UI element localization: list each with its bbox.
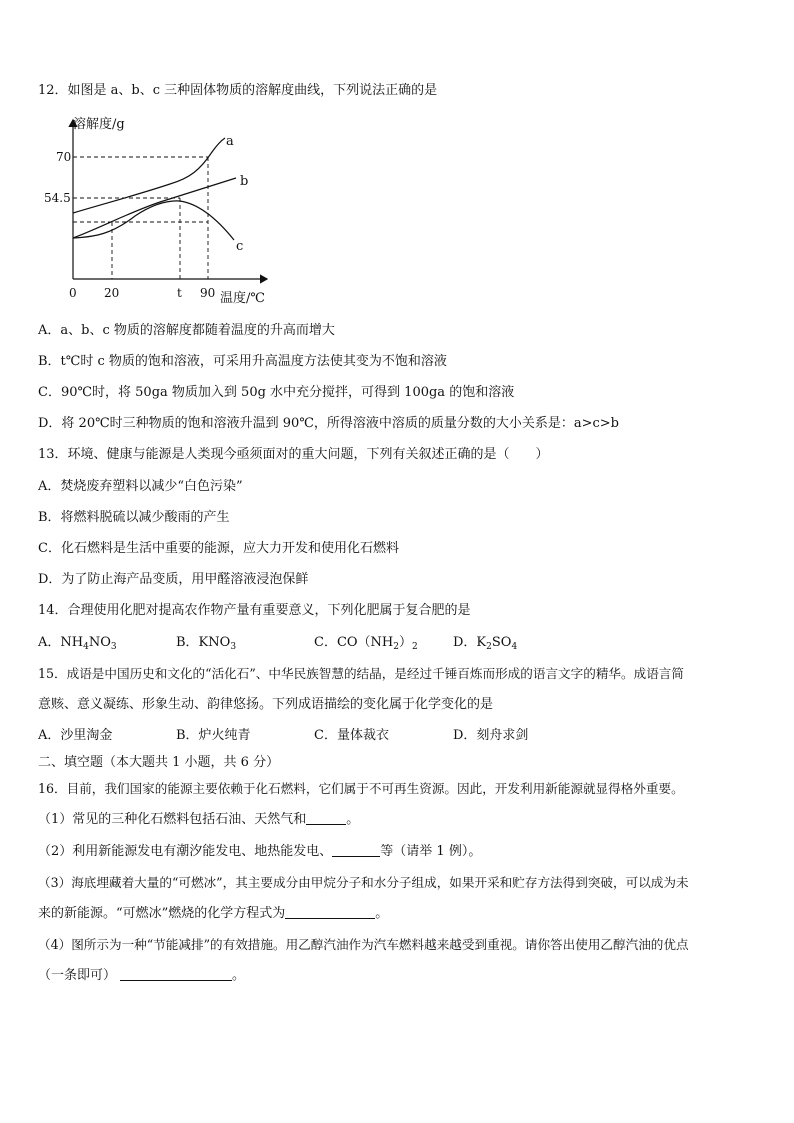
q16-part4-line2: （一条即可） 。 [38, 968, 246, 983]
solubility-chart [40, 112, 300, 312]
origin-label: 0 [69, 286, 77, 300]
q16-part4-text: （一条即可） [38, 968, 117, 983]
q16-part1: （1）常见的三种化石燃料包括石油、天然气和 。 [38, 812, 360, 827]
q16-part3-line1: （3）海底埋藏着大量的“可燃冰”，其主要成分由甲烷分子和水分子组成，如果开采和贮存方法得到突破，可以成为未 [38, 875, 689, 890]
q16-part2: （2）利用新能源发电有潮汐能发电、地热能发电、 等（请举 1 例）。 [38, 844, 482, 859]
q12-option-d: D．将 20℃时三种物质的饱和溶液升温到 90℃，所得溶液中溶质的质量分数的大小关系是：a>c>b [38, 416, 619, 431]
q16-part2-text: （2）利用新能源发电有潮汐能发电、地热能发电、 [38, 844, 333, 859]
y-axis-label: 溶解度/g [73, 117, 125, 132]
q15-option-b: B．炉火纯青 [176, 728, 251, 743]
series-label-b: b [240, 174, 249, 189]
q13-option-a: A．焚烧废弃塑料以减少“白色污染” [38, 479, 243, 494]
q15-stem-line2: 意赅、意义凝练、形象生动、韵律悠扬。下列成语描绘的变化属于化学变化的是 [38, 697, 494, 712]
q14-stem: 14．合理使用化肥对提高农作物产量有重要意义，下列化肥属于复合肥的是 [38, 603, 471, 618]
q15-option-a: A．沙里淘金 [38, 728, 113, 743]
q15-stem-line1: 15．成语是中国历史和文化的“活化石”、中华民族智慧的结晶，是经过千锤百炼而形成的语言文字的精华。成语言简 [38, 666, 684, 681]
y-tick-54-5: 54.5 [44, 191, 71, 205]
x-tick-t: t [177, 286, 182, 300]
q14-option-d: D．$K_2SO_4$ [453, 635, 518, 652]
q12-option-b: B．t℃时 c 物质的饱和溶液，可采用升高温度方法使其变为不饱和溶液 [38, 354, 447, 369]
series-label-a: a [226, 134, 234, 149]
curve-b [73, 178, 236, 238]
q13-option-b: B．将燃料脱硫以减少酸雨的产生 [38, 510, 230, 525]
answer-blank-3[interactable] [285, 905, 375, 919]
answer-blank-2[interactable] [332, 843, 380, 857]
q16-stem: 16．目前，我们国家的能源主要依赖于化石燃料，它们属于不可再生资源。因此，开发利用新能源就显得格外重要。 [38, 781, 684, 796]
q16-part3-text: 来的新能源。“可燃冰”燃烧的化学方程式为 [38, 906, 286, 921]
q12-option-c: C．90℃时，将 50ga 物质加入到 50g 水中充分搅拌，可得到 100ga 的饱和溶液 [38, 385, 515, 400]
x-tick-90: 90 [200, 286, 216, 300]
answer-blank-1[interactable] [306, 811, 346, 825]
curve-c [73, 201, 234, 240]
answer-blank-4[interactable] [120, 967, 232, 981]
section-title: 二、填空题（本大题共 1 小题，共 6 分） [38, 755, 280, 770]
y-tick-70: 70 [56, 150, 72, 164]
q12-stem: 12．如图是 a、b、c 三种固体物质的溶解度曲线，下列说法正确的是 [38, 83, 438, 98]
q13-option-c: C．化石燃料是生活中重要的能源，应大力开发和使用化石燃料 [38, 541, 399, 556]
q15-option-d: D．刻舟求剑 [453, 728, 529, 743]
q14-option-b: B．$KNO_3$ [176, 635, 237, 652]
curve-a [73, 138, 225, 213]
q16-part3-line2: 来的新能源。“可燃冰”燃烧的化学方程式为 。 [38, 906, 389, 921]
q12-option-a: A．a、b、c 物质的溶解度都随着温度的升高而增大 [38, 323, 335, 338]
q14-option-a: A．$NH_4NO_3$ [38, 635, 117, 652]
series-label-c: c [236, 239, 244, 254]
x-tick-20: 20 [104, 286, 120, 300]
q15-option-c: C．量体裁衣 [314, 728, 389, 743]
q13-stem: 13．环境、健康与能源是人类现今亟须面对的重大问题，下列有关叙述正确的是（ ） [38, 447, 549, 462]
q13-option-d: D．为了防止海产品变质，用甲醛溶液浸泡保鲜 [38, 572, 309, 587]
q16-part1-text: （1）常见的三种化石燃料包括石油、天然气和 [38, 812, 307, 827]
q16-part4-line1: （4）图所示为一种“节能减排”的有效措施。用乙醇汽油作为汽车燃料越来越受到重视。请你答出使用乙醇汽油的优点 [38, 937, 689, 952]
x-axis-label: 温度/℃ [220, 291, 265, 306]
q14-option-c: C．$CO(NH_2)_2$ [314, 635, 418, 652]
guide-lines [73, 157, 208, 279]
